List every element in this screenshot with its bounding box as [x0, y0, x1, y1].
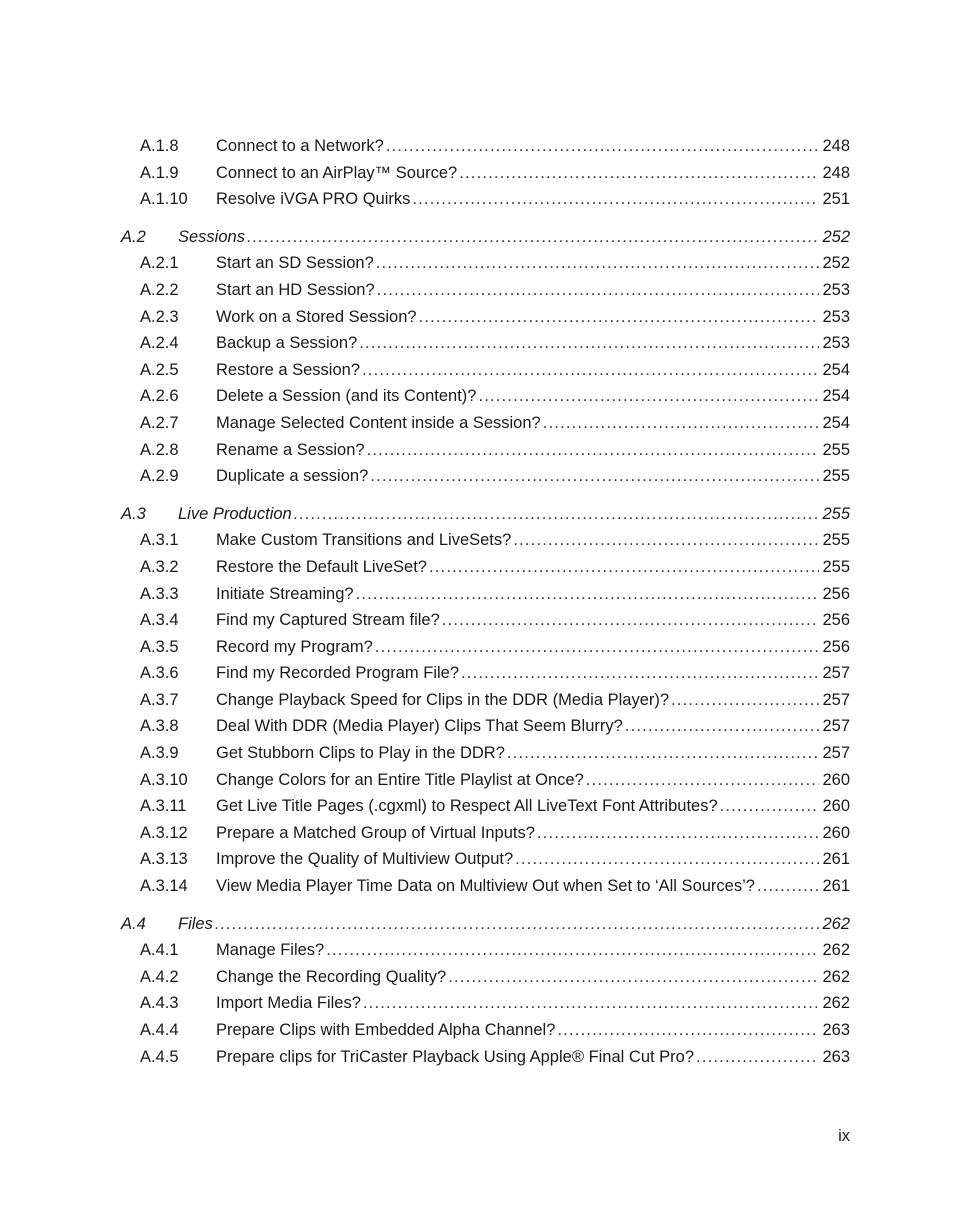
dot-leader — [359, 330, 819, 357]
toc-entry[interactable] — [0, 527, 954, 554]
entry-title-wrap — [216, 383, 820, 410]
toc-entry[interactable] — [0, 873, 954, 900]
entry-page-number: 263 — [822, 1047, 850, 1066]
dot-leader — [543, 410, 820, 437]
entry-title: Change the Recording Quality? — [216, 967, 447, 986]
dot-leader — [625, 713, 820, 740]
toc-entry[interactable] — [0, 357, 954, 384]
dot-leader — [442, 607, 820, 634]
entry-title: Connect to an AirPlay™ Source? — [216, 163, 458, 182]
entry-page-number: 248 — [822, 137, 850, 155]
entry-page-number: 262 — [822, 941, 850, 960]
entry-page-number: 261 — [822, 877, 850, 896]
toc-entry[interactable] — [0, 554, 954, 581]
entry-page-number: 252 — [822, 254, 850, 273]
toc-entry[interactable] — [0, 133, 954, 160]
dot-leader — [696, 1044, 819, 1071]
dot-leader — [429, 554, 820, 581]
entry-title-wrap — [216, 767, 820, 794]
entry-title-wrap — [216, 357, 820, 384]
entry-title: Live Production — [178, 504, 292, 523]
dot-leader — [586, 767, 820, 794]
entry-title: Record my Program? — [216, 637, 373, 656]
dot-leader — [459, 160, 819, 187]
entry-title: Duplicate a session? — [216, 467, 369, 486]
toc-section-entry[interactable] — [0, 501, 954, 528]
entry-page-number: 263 — [822, 1021, 850, 1039]
toc-entry[interactable] — [0, 687, 954, 714]
toc-entry[interactable] — [0, 186, 954, 213]
entry-page-number: 251 — [822, 190, 850, 209]
dot-leader — [363, 990, 820, 1017]
entry-title: Restore the Default LiveSet? — [216, 557, 427, 576]
entry-title: Start an SD Session? — [216, 254, 374, 273]
entry-title: Change Colors for an Entire Title Playlist at Once? — [216, 770, 584, 789]
entry-title: Deal With DDR (Media Player) Clips That Seem Blurry? — [216, 717, 623, 736]
dot-leader — [537, 820, 820, 847]
dot-leader — [367, 437, 820, 464]
entry-page-number: 256 — [822, 584, 850, 603]
entry-title-wrap — [178, 911, 820, 938]
toc-entry[interactable] — [0, 660, 954, 687]
dot-leader — [356, 581, 820, 608]
entry-title: Files — [178, 914, 213, 933]
entry-title: Manage Files? — [216, 941, 325, 960]
entry-page-number: 257 — [822, 744, 850, 763]
entry-page-number: 253 — [822, 280, 850, 299]
entry-number: A.2 — [121, 227, 146, 246]
entry-page-number: 254 — [822, 387, 850, 406]
entry-number: A.4 — [121, 914, 146, 933]
entry-page-number: 255 — [822, 531, 850, 550]
toc-entry[interactable] — [0, 634, 954, 661]
dot-leader — [215, 911, 820, 938]
entry-page-number: 257 — [822, 717, 850, 736]
entry-page-number: 254 — [822, 413, 850, 432]
toc-entry[interactable] — [0, 937, 954, 964]
entry-title-wrap — [216, 277, 820, 304]
entry-number: A.2.1 — [140, 254, 179, 273]
toc-entry[interactable] — [0, 767, 954, 794]
entry-number: A.3.8 — [140, 717, 179, 736]
toc-entry[interactable] — [0, 250, 954, 277]
entry-page-number: 252 — [822, 227, 850, 246]
dot-leader — [370, 463, 819, 490]
page-number: ix — [838, 1127, 850, 1145]
entry-title-wrap — [216, 1017, 820, 1044]
entry-page-number: 260 — [822, 770, 850, 789]
entry-title-wrap — [216, 634, 820, 661]
entry-title-wrap — [216, 527, 820, 554]
toc-entry[interactable] — [0, 990, 954, 1017]
entry-page-number: 262 — [822, 914, 850, 933]
entry-title-wrap — [216, 793, 820, 820]
entry-page-number: 254 — [822, 360, 850, 379]
entry-number: A.2.8 — [140, 440, 179, 459]
entry-title: Find my Recorded Program File? — [216, 664, 460, 683]
toc-entry[interactable] — [0, 304, 954, 331]
entry-number: A.4.5 — [140, 1047, 179, 1066]
dot-leader — [507, 740, 820, 767]
entry-page-number: 255 — [822, 467, 850, 486]
entry-page-number: 255 — [822, 504, 850, 523]
entry-title-wrap — [216, 873, 820, 900]
entry-title-wrap — [216, 554, 820, 581]
entry-title: Sessions — [178, 227, 245, 246]
entry-title: Prepare a Matched Group of Virtual Inputs? — [216, 823, 535, 842]
entry-title: Connect to a Network? — [216, 137, 384, 155]
entry-number: A.3.3 — [140, 584, 179, 603]
toc-entry[interactable] — [0, 846, 954, 873]
dot-leader — [419, 304, 820, 331]
entry-title-wrap — [216, 330, 820, 357]
toc-section-entry[interactable] — [0, 911, 954, 938]
entry-title-wrap — [216, 687, 820, 714]
entry-title: View Media Player Time Data on Multiview Out when Set to ‘All Sources’? — [216, 877, 755, 896]
entry-number: A.3.11 — [140, 797, 187, 816]
entry-number: A.4.2 — [140, 967, 179, 986]
dot-leader — [671, 687, 819, 714]
toc-section-entry[interactable] — [0, 224, 954, 251]
entry-title: Start an HD Session? — [216, 280, 375, 299]
table-of-contents — [0, 133, 954, 1070]
dot-leader — [461, 660, 819, 687]
dot-leader — [515, 846, 819, 873]
entry-title: Work on a Stored Session? — [216, 307, 417, 326]
entry-number: A.3 — [121, 504, 146, 523]
entry-number: A.3.5 — [140, 637, 179, 656]
entry-number: A.2.6 — [140, 387, 179, 406]
entry-number: A.4.3 — [140, 994, 179, 1013]
toc-entry[interactable] — [0, 964, 954, 991]
entry-page-number: 255 — [822, 440, 850, 459]
dot-leader — [362, 357, 819, 384]
entry-title-wrap — [216, 1044, 820, 1071]
toc-entry[interactable] — [0, 330, 954, 357]
entry-title: Resolve iVGA PRO Quirks — [216, 190, 411, 209]
dot-leader — [720, 793, 820, 820]
toc-entry[interactable] — [0, 1044, 954, 1071]
dot-leader — [377, 277, 820, 304]
entry-page-number: 253 — [822, 307, 850, 326]
entry-title: Get Stubborn Clips to Play in the DDR? — [216, 744, 505, 763]
entry-title-wrap — [216, 186, 820, 213]
dot-leader — [294, 501, 820, 528]
entry-number: A.3.6 — [140, 664, 179, 683]
entry-title: Make Custom Transitions and LiveSets? — [216, 531, 512, 550]
entry-number: A.1.9 — [140, 163, 179, 182]
dot-leader — [247, 224, 820, 251]
entry-title-wrap — [216, 250, 820, 277]
toc-entry[interactable] — [0, 740, 954, 767]
entry-number: A.2.4 — [140, 334, 179, 353]
entry-title-wrap — [216, 160, 820, 187]
entry-title-wrap — [216, 937, 820, 964]
entry-number: A.2.9 — [140, 467, 179, 486]
entry-title: Improve the Quality of Multiview Output? — [216, 850, 514, 869]
entry-title: Restore a Session? — [216, 360, 360, 379]
dot-leader — [375, 634, 820, 661]
entry-title-wrap — [216, 820, 820, 847]
toc-entry[interactable] — [0, 410, 954, 437]
entry-number: A.2.7 — [140, 413, 179, 432]
toc-entry[interactable] — [0, 277, 954, 304]
entry-number: A.3.7 — [140, 690, 179, 709]
dot-leader — [513, 527, 819, 554]
entry-title: Prepare Clips with Embedded Alpha Channel? — [216, 1021, 556, 1039]
entry-page-number: 260 — [822, 797, 850, 816]
entry-title-wrap — [216, 846, 820, 873]
dot-leader — [376, 250, 820, 277]
entry-title: Backup a Session? — [216, 334, 358, 353]
entry-title-wrap — [216, 133, 820, 160]
dot-leader — [326, 937, 819, 964]
toc-entry[interactable] — [0, 713, 954, 740]
entry-title: Find my Captured Stream file? — [216, 611, 440, 630]
entry-title: Initiate Streaming? — [216, 584, 354, 603]
toc-entry[interactable] — [0, 1017, 954, 1044]
toc-entry[interactable] — [0, 160, 954, 187]
entry-title: Rename a Session? — [216, 440, 365, 459]
dot-leader — [557, 1017, 819, 1044]
dot-leader — [386, 133, 820, 160]
entry-number: A.1.10 — [140, 190, 188, 209]
entry-number: A.3.4 — [140, 611, 179, 630]
toc-entry[interactable] — [0, 463, 954, 490]
entry-page-number: 253 — [822, 334, 850, 353]
entry-page-number: 257 — [822, 690, 850, 709]
entry-number: A.3.10 — [140, 770, 188, 789]
entry-number: A.2.5 — [140, 360, 179, 379]
entry-page-number: 262 — [822, 967, 850, 986]
entry-title-wrap — [216, 740, 820, 767]
entry-number: A.2.2 — [140, 280, 179, 299]
entry-title-wrap — [216, 660, 820, 687]
toc-entry[interactable] — [0, 437, 954, 464]
entry-title-wrap — [216, 410, 820, 437]
entry-title-wrap — [216, 437, 820, 464]
entry-number: A.4.1 — [140, 941, 179, 960]
entry-title-wrap — [178, 224, 820, 251]
toc-entry[interactable] — [0, 383, 954, 410]
entry-number: A.2.3 — [140, 307, 179, 326]
entry-title-wrap — [216, 990, 820, 1017]
entry-page-number: 256 — [822, 611, 850, 630]
toc-entry[interactable] — [0, 607, 954, 634]
entry-title-wrap — [216, 607, 820, 634]
entry-title: Get Live Title Pages (.cgxml) to Respect All LiveText Font Attributes? — [216, 797, 718, 816]
entry-title: Manage Selected Content inside a Session? — [216, 413, 541, 432]
entry-page-number: 261 — [822, 850, 850, 869]
entry-title: Import Media Files? — [216, 994, 361, 1013]
entry-page-number: 257 — [822, 664, 850, 683]
entry-title-wrap — [216, 304, 820, 331]
entry-number: A.1.8 — [140, 137, 179, 155]
entry-title-wrap — [178, 501, 820, 528]
dot-leader — [478, 383, 819, 410]
entry-page-number: 248 — [822, 163, 850, 182]
entry-number: A.3.14 — [140, 877, 188, 896]
dot-leader — [448, 964, 819, 991]
entry-title: Change Playback Speed for Clips in the DDR (Media Player)? — [216, 690, 670, 709]
dot-leader — [412, 186, 819, 213]
toc-entry[interactable] — [0, 793, 954, 820]
entry-number: A.3.13 — [140, 850, 188, 869]
entry-title: Prepare clips for TriCaster Playback Using Apple® Final Cut Pro? — [216, 1047, 695, 1066]
entry-title-wrap — [216, 964, 820, 991]
entry-title-wrap — [216, 713, 820, 740]
entry-number: A.3.12 — [140, 823, 188, 842]
toc-entry[interactable] — [0, 581, 954, 608]
entry-number: A.3.9 — [140, 744, 179, 763]
entry-title: Delete a Session (and its Content)? — [216, 387, 477, 406]
entry-title-wrap — [216, 463, 820, 490]
entry-number: A.4.4 — [140, 1021, 179, 1039]
entry-page-number: 262 — [822, 994, 850, 1013]
entry-page-number: 256 — [822, 637, 850, 656]
entry-number: A.3.1 — [140, 531, 179, 550]
toc-entry[interactable] — [0, 820, 954, 847]
dot-leader — [757, 873, 820, 900]
entry-title-wrap — [216, 581, 820, 608]
entry-page-number: 255 — [822, 557, 850, 576]
entry-page-number: 260 — [822, 823, 850, 842]
entry-number: A.3.2 — [140, 557, 179, 576]
